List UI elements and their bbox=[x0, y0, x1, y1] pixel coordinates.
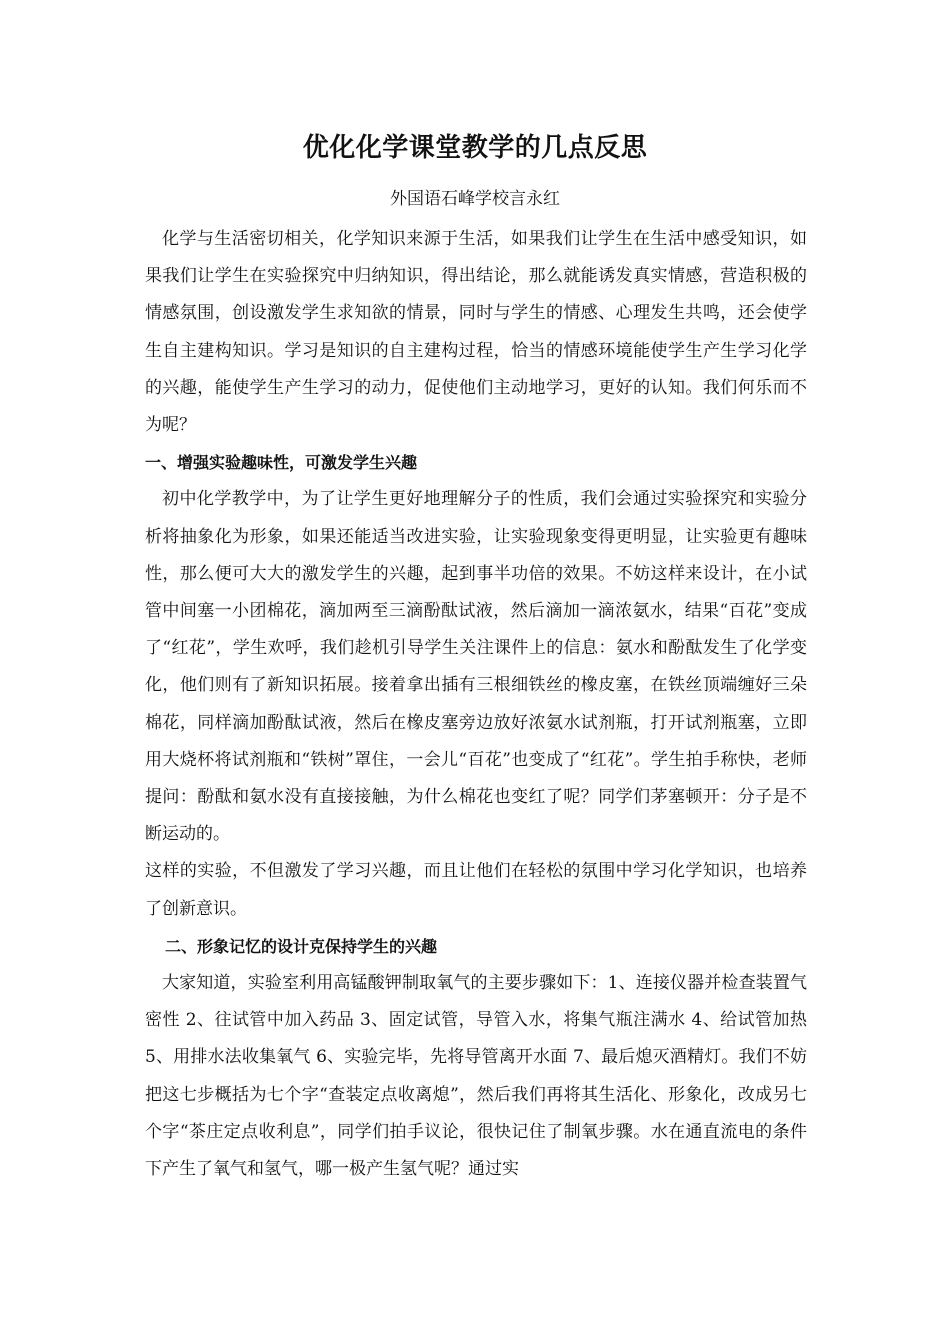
section-heading-2: 二、形象记忆的设计克保持学生的兴趣 bbox=[165, 936, 438, 956]
section-2-paragraph: 大家知道，实验室利用高锰酸钾制取氧气的主要步骤如下：1、连接仪器并检查装置气密性 2、往试管中加入药品 3、固定试管，导管入水，将集气瓶注满水 4、给试管加热 5、用排水法收集氧气 6、实验完毕，先将导管离开水面 7、最后熄灭酒精灯。我们不妨把这七步概括为七个字“查装定点收离熄”，然后我们再将其生活化、形象化，改成另七个字“茶庄定点收利息”，同学们拍手议论，很快记住了制氧步骤。水在通直流电的条件下产生了氧气和氢气，哪一极产生氢气呢？通过实 bbox=[145, 973, 807, 1180]
section-heading-1: 一、增强实验趣味性，可激发学生兴趣 bbox=[145, 453, 418, 473]
section-1-paragraph: 初中化学教学中，为了让学生更好地理解分子的性质，我们会通过实验探究和实验分析将抽象化为形象，如果还能适当改进实验，让实验现象变得更明显，让实验更有趣味性，那么便可大大的激发学生的兴趣，起到事半功倍的效果。不妨这样来设计，在小试管中间塞一小团棉花，滴加两至三滴酚酞试液，然后滴加一滴浓氨水，结果“百花”变成了“红花”，学生欢呼，我们趁机引导学生关注课件上的信息：氨水和酚酞发生了化学变化，他们则有了新知识拓展。接着拿出插有三根细铁丝的橡皮塞，在铁丝顶端缠好三朵棉花，同样滴加酚酞试液，然后在橡皮塞旁边放好浓氨水试剂瓶，打开试剂瓶塞，立即用大烧杯将试剂瓶和“铁树”罩住，一会儿“百花”也变成了“红花”。学生拍手称快，老师提问：酚酞和氨水没有直接接触，为什么棉花也变红了呢？同学们茅塞顿开：分子是不断运动的。 bbox=[145, 489, 807, 845]
intro-paragraph: 化学与生活密切相关，化学知识来源于生活，如果我们让学生在生活中感受知识，如果我们让学生在实验探究中归纳知识，得出结论，那么就能诱发真实情感，营造积极的情感氛围，创设激发学生求知欲的情景，同时与学生的情感、心理发生共鸣，还会使学生自主建构知识。学习是知识的自主建构过程，恰当的情感环境能使学生产生学习化学的兴趣，能使学生产生学习的动力，促使他们主动地学习，更好的认知。我们何乐而不为呢？ bbox=[145, 229, 807, 436]
document-body bbox=[145, 221, 807, 1188]
document-author: 外国语石峰学校言永红 bbox=[390, 189, 560, 209]
document-title: 优化化学课堂教学的几点反思 bbox=[302, 133, 648, 163]
section-1-conclusion: 这样的实验，不但激发了学习兴趣，而且让他们在轻松的氛围中学习化学知识，也培养了创新意识。 bbox=[145, 861, 807, 919]
